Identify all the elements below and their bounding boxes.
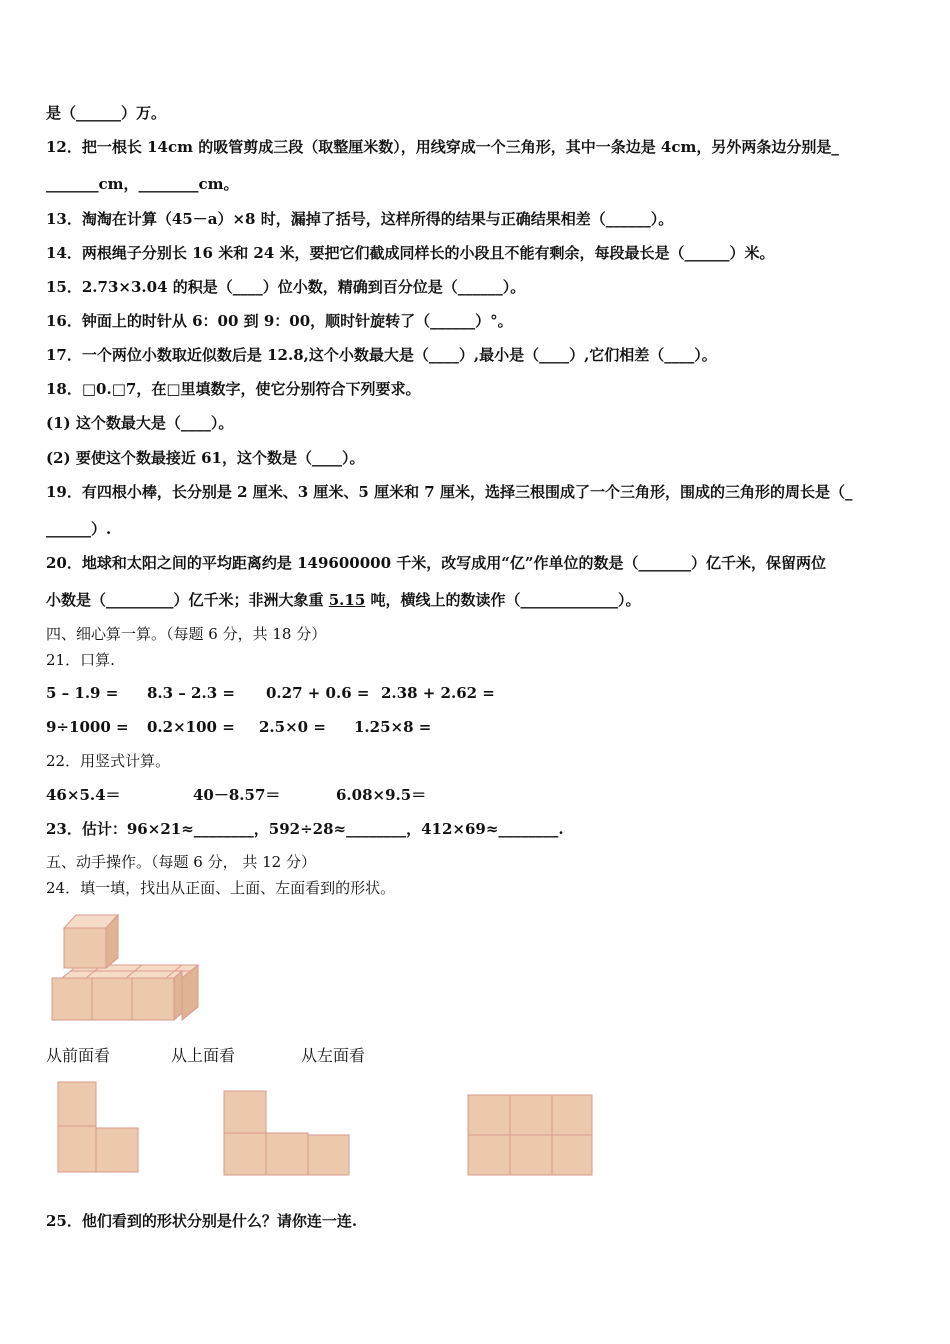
q19-line2: ______）. (46, 520, 112, 538)
view-label-front: 从前面看 (46, 1046, 111, 1065)
square-cell (266, 1133, 308, 1175)
q20-line2-a: 小数是（_________）亿千米；非洲大象重 (46, 591, 329, 609)
q19-line1: 19．有四根小棒，长分别是 2 厘米、3 厘米、5 厘米和 7 厘米，选择三根围成了一个三角形，围成的三角形的周长是（_ (46, 483, 853, 501)
view-label-top: 从上面看 (171, 1046, 236, 1065)
oral-row-1 (0, 683, 950, 703)
oral-item: 8.3 – 2.3 = (147, 684, 235, 702)
oral-item: 9÷1000 = (46, 718, 129, 736)
square-cell (468, 1095, 510, 1135)
oral-item: 2.38 + 2.62 = (381, 684, 495, 702)
q20-line1: 20．地球和太阳之间的平均距离约是 149600000 千米，改写成用“亿”作单位的数是（_______）亿千米，保留两位 (46, 554, 827, 572)
view-label-left: 从左面看 (301, 1046, 366, 1065)
q24: 24．填一填，找出从正面、上面、左面看到的形状。 (46, 879, 396, 897)
cube-front-face (64, 928, 106, 968)
oral-item: 5 – 1.9 = (46, 684, 119, 702)
square-cell (224, 1091, 266, 1133)
section-4-heading: 四、细心算一算。（每题 6 分，共 18 分） (46, 625, 327, 643)
vertical-item: 6.08×9.5＝ (336, 786, 427, 804)
q18-part2: (2) 要使这个数最接近 61，这个数是（____）。 (46, 449, 365, 467)
q20-line2 (46, 590, 641, 610)
view-shape-grid (466, 1093, 596, 1177)
q17: 17．一个两位小数取近似数后是 12.8,这个小数最大是（____）,最小是（____）,它们相差（____）。 (46, 346, 717, 364)
q12-line2: _______cm，________cm。 (46, 175, 239, 193)
q14: 14．两根绳子分别长 16 米和 24 米，要把它们截成同样长的小段且不能有剩余，每段最长是（______）米。 (46, 244, 775, 262)
cube-front-face (52, 978, 92, 1020)
q12-line1: 12．把一根长 14cm 的吸管剪成三段（取整厘米数），用线穿成一个三角形，其中一条边是 4cm，另外两条边分别是_ (46, 138, 839, 156)
cube-arrangement-figure (46, 910, 206, 1025)
oral-item: 0.2×100 = (147, 718, 235, 736)
oral-item: 1.25×8 = (354, 718, 432, 736)
square-cell (224, 1133, 266, 1175)
q18-part1: (1) 这个数最大是（____）。 (46, 414, 234, 432)
vertical-item: 40－8.57＝ (193, 786, 281, 804)
oral-row-2 (0, 717, 950, 737)
q22: 22．用竖式计算。 (46, 752, 171, 770)
square-cell (96, 1128, 138, 1172)
square-cell (58, 1082, 96, 1126)
square-cell (58, 1126, 96, 1172)
square-cell (552, 1095, 592, 1135)
oral-item: 0.27 + 0.6 = (266, 684, 370, 702)
cube-front-face (132, 978, 174, 1020)
section-5-heading: 五、动手操作。（每题 6 分， 共 12 分） (46, 853, 316, 871)
square-cell (308, 1135, 349, 1175)
q23: 23．估计：96×21≈________，592÷28≈________，412×69≈________. (46, 820, 564, 838)
square-cell (552, 1135, 592, 1175)
square-cell (510, 1095, 552, 1135)
oral-item: 2.5×0 = (259, 718, 326, 736)
square-cell (468, 1135, 510, 1175)
q21: 21．口算. (46, 651, 115, 669)
cube-front-face (92, 978, 132, 1020)
vertical-calc-row (0, 785, 950, 805)
q20-underlined-number: 5.15 (328, 591, 366, 609)
view-shape-l-tall (56, 1080, 142, 1175)
q18: 18．□0.□7，在□里填数字，使它分别符合下列要求。 (46, 380, 421, 398)
q15: 15．2.73×3.04 的积是（____）位小数，精确到百分位是（______）。 (46, 278, 526, 296)
q20-line2-b: 吨，横线上的数读作（_____________）。 (365, 591, 641, 609)
vertical-item: 46×5.4＝ (46, 786, 121, 804)
q16: 16．钟面上的时针从 6：00 到 9：00，顺时针旋转了（______）°。 (46, 312, 513, 330)
cube-side-face (174, 971, 182, 1020)
q11-tail: 是（______）万。 (46, 104, 167, 122)
square-cell (510, 1135, 552, 1175)
q25: 25．他们看到的形状分别是什么？请你连一连. (46, 1212, 358, 1230)
view-shape-l-long (222, 1089, 352, 1177)
q13: 13．淘淘在计算（45－a）×8 时，漏掉了括号，这样所得的结果与正确结果相差（______）。 (46, 210, 674, 228)
